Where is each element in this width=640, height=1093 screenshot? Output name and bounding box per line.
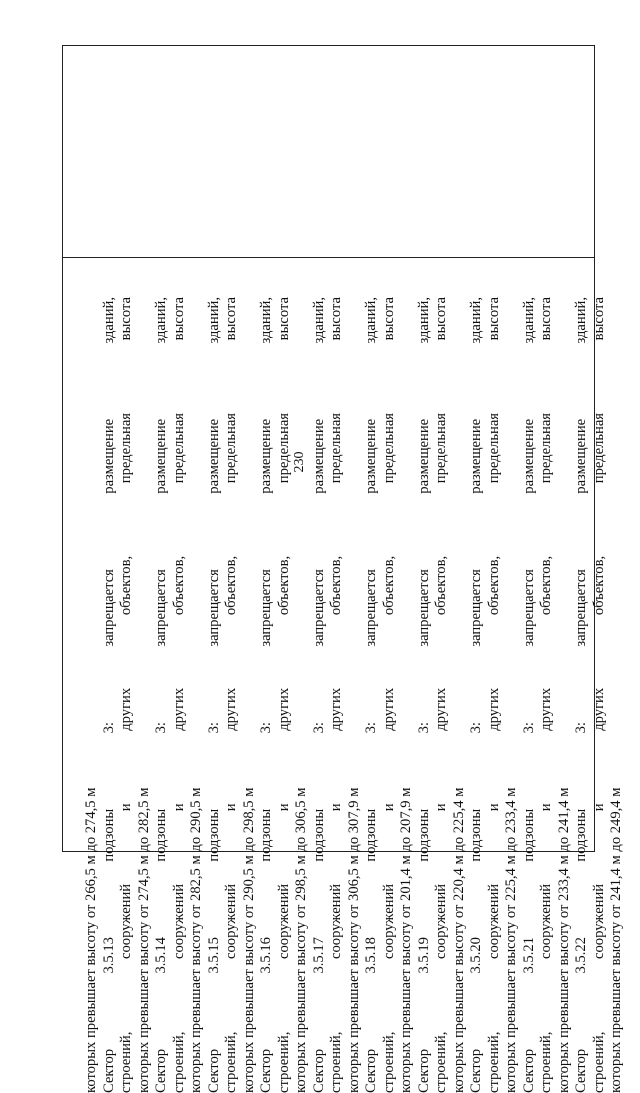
text-line: строений, сооружений и других объектов, предельная высота — [170, 297, 187, 1093]
text-line: строений, сооружений и других объектов, предельная высота — [380, 297, 397, 1093]
text-cell — [83, 297, 624, 1093]
text-line: строений, сооружений и других объектов, предельная высота — [223, 297, 239, 1093]
text-line: которых превышает высоту от 220,4 м до 225,4 м — [450, 787, 467, 1093]
text-line: которых превышает высоту от 241,4 м до 249,4 м — [608, 787, 624, 1093]
text-line: Сектор 3.5.20 подзоны 3: запрещается размещение зданий, — [468, 297, 484, 1093]
text-line: которых превышает высоту от 201,4 м до 207,9 м — [398, 787, 414, 1093]
text-line: которых превышает высоту от 306,5 м до 307,9 м — [345, 787, 362, 1093]
text-line: строений, сооружений и других объектов, предельная высота — [328, 297, 344, 1093]
text-line: строений, сооружений и других объектов, предельная высота — [433, 297, 449, 1093]
row-divider — [63, 257, 594, 258]
text-line: Сектор 3.5.19 подзоны 3: запрещается размещение зданий, — [415, 297, 432, 1093]
text-line: которых превышает высоту от 225,4 м до 233,4 м — [503, 787, 519, 1093]
table — [62, 45, 624, 1093]
text-line: которых превышает высоту от 233,4 м до 241,4 м — [555, 787, 572, 1093]
text-line: строений, сооружений и других объектов, предельная высота — [590, 297, 607, 1093]
page-number: 230 — [292, 451, 307, 473]
text-line: Сектор 3.5.14 подзоны 3: запрещается размещение зданий, — [153, 297, 169, 1093]
text-line: которых превышает высоту от 298,5 м до 306,5 м — [293, 787, 309, 1093]
text-line: которых превышает высоту от 290,5 м до 298,5 м — [240, 787, 257, 1093]
text-line: строений, сооружений и других объектов, предельная высота — [485, 297, 502, 1093]
text-line: Сектор 3.5.15 подзоны 3: запрещается размещение зданий, — [205, 297, 222, 1093]
text-line: Сектор 3.5.18 подзоны 3: запрещается размещение зданий, — [363, 297, 379, 1093]
text-line: строений, сооружений и других объектов, предельная высота — [538, 297, 554, 1093]
empty-cell — [63, 46, 594, 257]
text-line: Сектор 3.5.16 подзоны 3: запрещается размещение зданий, — [258, 297, 274, 1093]
text-line: Сектор 3.5.22 подзоны 3: запрещается размещение зданий, — [573, 297, 589, 1093]
text-line: Сектор 3.5.13 подзоны 3: запрещается размещение зданий, — [100, 297, 117, 1093]
text-line: строений, сооружений и других объектов, предельная высота — [275, 297, 292, 1093]
text-line: которых превышает высоту от 282,5 м до 290,5 м — [188, 787, 204, 1093]
text-line: строений, сооружений и других объектов, предельная высота — [118, 297, 134, 1093]
text-line: которых превышает высоту от 274,5 м до 282,5 м — [135, 787, 152, 1093]
text-line: которых превышает высоту от 266,5 м до 274,5 м — [83, 787, 99, 1093]
text-line: Сектор 3.5.17 подзоны 3: запрещается размещение зданий, — [310, 297, 327, 1093]
text-line: Сектор 3.5.21 подзоны 3: запрещается размещение зданий, — [520, 297, 537, 1093]
